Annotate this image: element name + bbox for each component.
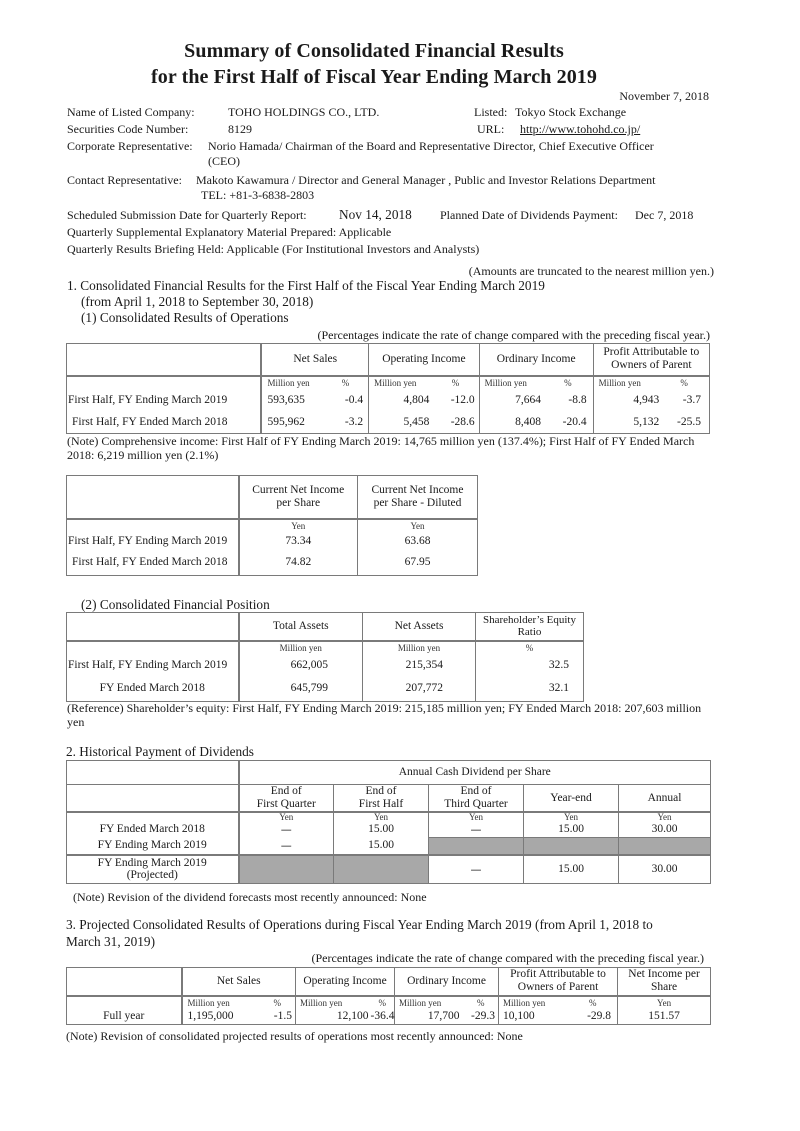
h1-value: 15.00 bbox=[334, 822, 429, 837]
unit-amount: Million yen bbox=[261, 376, 323, 390]
row-label: Full year bbox=[67, 1010, 182, 1025]
dividend-date-value: Dec 7, 2018 bbox=[635, 208, 694, 222]
col-header-first-quarter-line2: First Quarter bbox=[256, 798, 316, 810]
reference-equity-note-cont: yen bbox=[67, 715, 85, 729]
ord-income-pct: -29.3 bbox=[464, 1010, 499, 1025]
total-assets-value: 662,005 bbox=[239, 655, 363, 677]
operations-results-table bbox=[66, 343, 710, 434]
listed-value: Tokyo Stock Exchange bbox=[515, 105, 627, 119]
net-sales-value: 593,635 bbox=[261, 390, 323, 412]
ord-income-value: 8,408 bbox=[479, 412, 543, 434]
profit-pct: -25.5 bbox=[659, 412, 709, 434]
col-header-annual: Annual bbox=[619, 785, 711, 813]
col-header-total-assets: Total Assets bbox=[239, 613, 363, 641]
submission-date-value: Nov 14, 2018 bbox=[339, 207, 412, 222]
table-row bbox=[67, 677, 584, 702]
shaded-cell bbox=[239, 855, 334, 883]
q1-value: — bbox=[239, 822, 334, 837]
col-header-net-assets: Net Assets bbox=[363, 613, 476, 641]
unit-pct: % bbox=[543, 376, 593, 390]
profit-value: 10,100 bbox=[499, 1010, 569, 1025]
section3-heading-cont: March 31, 2019) bbox=[66, 934, 155, 949]
dividend-date-label: Planned Date of Dividends Payment: bbox=[440, 208, 618, 222]
total-assets-value: 645,799 bbox=[239, 677, 363, 702]
section1-sub1: (1) Consolidated Results of Operations bbox=[81, 310, 289, 325]
year-end-value: 15.00 bbox=[524, 822, 619, 837]
table-row bbox=[67, 837, 711, 855]
annual-value: 30.00 bbox=[619, 855, 711, 883]
section1-period: (from April 1, 2018 to September 30, 2018) bbox=[81, 294, 314, 309]
listed-label: Listed: bbox=[474, 105, 508, 119]
col-header-equity-ratio bbox=[476, 613, 584, 641]
projection-revision-note: (Note) Revision of consolidated projected results of operations most recently announced: None bbox=[66, 1029, 523, 1043]
year-end-value: 15.00 bbox=[524, 855, 619, 883]
col-header-first-half bbox=[334, 785, 429, 813]
col-header-net-sales: Net Sales bbox=[261, 344, 368, 376]
financial-position-table bbox=[66, 612, 584, 702]
col-header-first-quarter-line1: End of bbox=[270, 785, 302, 797]
table-corner bbox=[67, 613, 239, 641]
profit-pct: -3.7 bbox=[659, 390, 709, 412]
section2-heading: 2. Historical Payment of Dividends bbox=[66, 744, 254, 759]
col-header-eps bbox=[618, 968, 711, 996]
net-sales-value: 595,962 bbox=[261, 412, 323, 434]
net-sales-pct: -1.5 bbox=[260, 1010, 296, 1025]
unit-amount: Million yen bbox=[593, 376, 659, 390]
ord-income-pct: -20.4 bbox=[543, 412, 593, 434]
shaded-cell bbox=[524, 837, 619, 855]
table-row bbox=[67, 855, 711, 883]
report-date: November 7, 2018 bbox=[619, 89, 709, 103]
unit-pct: % bbox=[432, 376, 479, 390]
table-corner bbox=[67, 476, 239, 519]
table-corner bbox=[67, 761, 239, 785]
securities-code-label: Securities Code Number: bbox=[67, 122, 189, 136]
col-header-eps-line2: per Share bbox=[276, 496, 321, 509]
q3-value: — bbox=[429, 822, 524, 837]
unit-yen: Yen bbox=[619, 812, 711, 822]
h1-value: 15.00 bbox=[334, 837, 429, 855]
op-income-pct: -28.6 bbox=[432, 412, 479, 434]
col-header-eps-line1: Current Net Income bbox=[252, 483, 345, 496]
unit-pct: % bbox=[476, 641, 584, 655]
ord-income-value: 7,664 bbox=[479, 390, 543, 412]
row-label: First Half, FY Ended March 2018 bbox=[67, 551, 239, 576]
eps-table bbox=[66, 475, 478, 576]
col-header-ordinary-income: Ordinary Income bbox=[395, 968, 499, 996]
row-label: FY Ended March 2018 bbox=[67, 677, 239, 702]
unit-row-label bbox=[67, 812, 239, 822]
col-header-eps bbox=[239, 476, 358, 519]
unit-amount: Million yen bbox=[239, 641, 363, 655]
document-title-line1: Summary of Consolidated Financial Results bbox=[184, 40, 564, 62]
eps-value: 151.57 bbox=[618, 1010, 711, 1025]
col-header-profit bbox=[593, 344, 709, 376]
table-row bbox=[67, 533, 478, 551]
col-header-eps-diluted-line2: per Share - Diluted bbox=[373, 496, 462, 509]
submission-date-label: Scheduled Submission Date for Quarterly Report: bbox=[67, 208, 307, 222]
unit-pct: % bbox=[323, 376, 369, 390]
table-row bbox=[67, 390, 710, 412]
unit-row-label bbox=[67, 996, 182, 1010]
section1-heading: 1. Consolidated Financial Results for the First Half of the Fiscal Year Ending March 2019 bbox=[67, 278, 545, 293]
row-label: First Half, FY Ended March 2018 bbox=[67, 412, 262, 434]
ord-income-value: 17,700 bbox=[395, 1010, 464, 1025]
unit-pct: % bbox=[371, 996, 395, 1010]
comprehensive-income-note: (Note) Comprehensive income: First Half of FY Ending March 2019: 14,765 million yen (137.4%); First Half of FY Ended March bbox=[67, 434, 695, 448]
table-corner bbox=[67, 344, 262, 376]
unit-pct: % bbox=[569, 996, 618, 1010]
results-briefing: Quarterly Results Briefing Held: Applicable (For Institutional Investors and Analysts) bbox=[67, 242, 480, 256]
document-title-line2: for the First Half of Fiscal Year Ending March 2019 bbox=[151, 66, 597, 88]
row-label: First Half, FY Ending March 2019 bbox=[67, 390, 262, 412]
unit-amount: Million yen bbox=[363, 641, 476, 655]
net-assets-value: 207,772 bbox=[363, 677, 476, 702]
comprehensive-income-note-cont: 2018: 6,219 million yen (2.1%) bbox=[67, 448, 219, 462]
col-header-eps-diluted bbox=[358, 476, 478, 519]
row-label: FY Ended March 2018 bbox=[67, 822, 239, 837]
corporate-rep-label: Corporate Representative: bbox=[67, 139, 193, 153]
corporate-rep-value-cont: (CEO) bbox=[208, 154, 240, 168]
net-assets-value: 215,354 bbox=[363, 655, 476, 677]
table-row bbox=[67, 822, 711, 837]
col-header-third-quarter bbox=[429, 785, 524, 813]
projected-results-table bbox=[66, 967, 711, 1025]
col-header-net-sales: Net Sales bbox=[182, 968, 296, 996]
company-name-label: Name of Listed Company: bbox=[67, 105, 195, 119]
unit-amount: Million yen bbox=[479, 376, 543, 390]
unit-amount: Million yen bbox=[296, 996, 371, 1010]
table-row bbox=[67, 1010, 711, 1025]
unit-yen: Yen bbox=[618, 996, 711, 1010]
q3-value: — bbox=[429, 855, 524, 883]
supplemental-material: Quarterly Supplemental Explanatory Material Prepared: Applicable bbox=[67, 225, 392, 239]
eps-value: 73.34 bbox=[239, 533, 358, 551]
percent-note-1: (Percentages indicate the rate of change compared with the preceding fiscal year.) bbox=[317, 328, 710, 342]
row-label-line2: (Projected) bbox=[126, 869, 178, 882]
dividends-table bbox=[66, 760, 711, 884]
row-label-line1: FY Ending March 2019 bbox=[97, 857, 207, 870]
row-label: First Half, FY Ending March 2019 bbox=[67, 655, 239, 677]
annual-value: 30.00 bbox=[619, 822, 711, 837]
unit-yen: Yen bbox=[239, 519, 358, 533]
unit-yen: Yen bbox=[358, 519, 478, 533]
equity-ratio-value: 32.1 bbox=[476, 677, 584, 702]
op-income-pct: -12.0 bbox=[432, 390, 479, 412]
col-header-profit-line1: Profit Attributable to bbox=[603, 346, 700, 359]
col-header-eps-line1: Net Income per bbox=[628, 968, 700, 981]
op-income-pct: -36.4 bbox=[371, 1010, 395, 1025]
col-header-eps-line2: Share bbox=[650, 981, 678, 994]
unit-yen: Yen bbox=[239, 812, 334, 822]
unit-yen: Yen bbox=[524, 812, 619, 822]
col-header-third-quarter-line1: End of bbox=[460, 785, 492, 797]
col-header-equity-ratio-line2: Ratio bbox=[517, 626, 542, 639]
unit-yen: Yen bbox=[334, 812, 429, 822]
unit-amount: Million yen bbox=[499, 996, 569, 1010]
table-corner bbox=[67, 968, 182, 996]
col-header-profit bbox=[499, 968, 618, 996]
unit-yen: Yen bbox=[429, 812, 524, 822]
unit-pct: % bbox=[260, 996, 296, 1010]
row-label: FY Ending March 2019 bbox=[67, 837, 239, 855]
net-sales-pct: -3.2 bbox=[323, 412, 369, 434]
percent-note-3: (Percentages indicate the rate of change compared with the preceding fiscal year.) bbox=[311, 951, 704, 965]
unit-row-label bbox=[67, 519, 239, 533]
col-header-year-end: Year-end bbox=[524, 785, 619, 813]
section3-heading: 3. Projected Consolidated Results of Operations during Fiscal Year Ending March 2019 (from April 1, 2018 to bbox=[66, 917, 653, 932]
unit-amount: Million yen bbox=[395, 996, 464, 1010]
col-header-operating-income: Operating Income bbox=[296, 968, 395, 996]
unit-row-label bbox=[67, 376, 262, 390]
equity-ratio-value: 32.5 bbox=[476, 655, 584, 677]
shaded-cell bbox=[619, 837, 711, 855]
profit-value: 5,132 bbox=[593, 412, 659, 434]
corporate-rep-value: Norio Hamada/ Chairman of the Board and Representative Director, Chief Executive Officer bbox=[208, 139, 654, 153]
col-header-eps-diluted-line1: Current Net Income bbox=[371, 483, 464, 496]
unit-row-label bbox=[67, 641, 239, 655]
table-row bbox=[67, 412, 710, 434]
contact-rep-value: Makoto Kawamura / Director and General Manager , Public and Investor Relations Department bbox=[196, 173, 656, 187]
net-sales-pct: -0.4 bbox=[323, 390, 369, 412]
contact-tel: TEL: +81-3-6838-2803 bbox=[201, 188, 315, 202]
contact-rep-label: Contact Representative: bbox=[67, 173, 182, 187]
table-row bbox=[67, 655, 584, 677]
shaded-cell bbox=[429, 837, 524, 855]
q1-value: — bbox=[239, 837, 334, 855]
col-header-profit-line1: Profit Attributable to bbox=[510, 968, 606, 981]
profit-pct: -29.8 bbox=[569, 1010, 618, 1025]
col-header-first-quarter bbox=[239, 785, 334, 813]
col-header-profit-line2: Owners of Parent bbox=[517, 981, 599, 994]
row-label: First Half, FY Ending March 2019 bbox=[67, 533, 239, 551]
group-header-annual-dividend: Annual Cash Dividend per Share bbox=[239, 761, 711, 785]
unit-pct: % bbox=[464, 996, 499, 1010]
col-header-operating-income: Operating Income bbox=[369, 344, 480, 376]
profit-value: 4,943 bbox=[593, 390, 659, 412]
op-income-value: 4,804 bbox=[369, 390, 433, 412]
company-name-value: TOHO HOLDINGS CO., LTD. bbox=[228, 105, 380, 119]
ord-income-pct: -8.8 bbox=[543, 390, 593, 412]
op-income-value: 5,458 bbox=[369, 412, 433, 434]
net-sales-value: 1,195,000 bbox=[182, 1010, 260, 1025]
reference-equity-note: (Reference) Shareholder’s equity: First Half, FY Ending March 2019: 215,185 million yen; FY Ended March 2018: 207,603 million bbox=[67, 701, 702, 715]
col-header-equity-ratio-line1: Shareholder’s Equity bbox=[483, 614, 576, 627]
url-label: URL: bbox=[477, 122, 505, 136]
company-url-link[interactable]: http://www.tohohd.co.jp/ bbox=[520, 122, 641, 136]
row-label-projected bbox=[67, 855, 239, 883]
col-header-profit-line2: Owners of Parent bbox=[611, 359, 692, 372]
eps-diluted-value: 63.68 bbox=[358, 533, 478, 551]
col-header-first-half-line1: End of bbox=[365, 785, 397, 797]
eps-value: 74.82 bbox=[239, 551, 358, 576]
securities-code-value: 8129 bbox=[228, 122, 252, 136]
unit-amount: Million yen bbox=[182, 996, 260, 1010]
section1-sub2: (2) Consolidated Financial Position bbox=[81, 597, 270, 612]
col-header-first-half-line2: First Half bbox=[358, 798, 404, 810]
unit-amount: Million yen bbox=[369, 376, 433, 390]
op-income-value: 12,100 bbox=[296, 1010, 371, 1025]
table-corner-2 bbox=[67, 785, 239, 813]
eps-diluted-value: 67.95 bbox=[358, 551, 478, 576]
unit-pct: % bbox=[659, 376, 709, 390]
dividend-revision-note: (Note) Revision of the dividend forecasts most recently announced: None bbox=[73, 890, 427, 904]
shaded-cell bbox=[334, 855, 429, 883]
table-row bbox=[67, 551, 478, 576]
truncation-note: (Amounts are truncated to the nearest million yen.) bbox=[468, 264, 714, 278]
col-header-third-quarter-line2: Third Quarter bbox=[444, 798, 508, 810]
col-header-ordinary-income: Ordinary Income bbox=[479, 344, 593, 376]
